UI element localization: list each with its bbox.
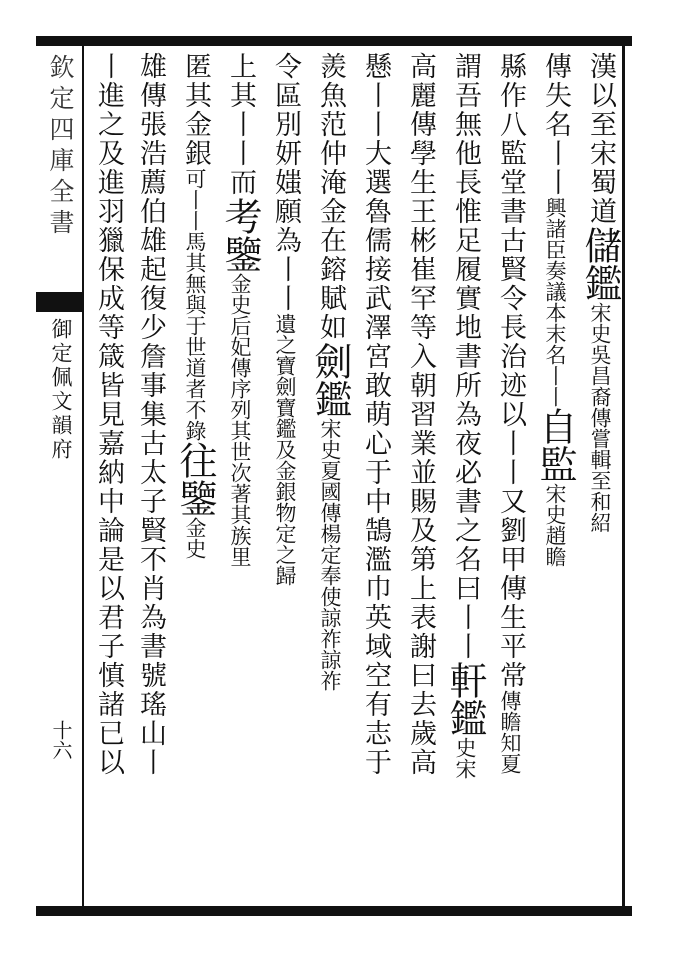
bottom-border-rule — [36, 906, 632, 916]
margin-page-number: 十六 — [49, 720, 73, 760]
text-column-2: 傳失名丨丨興諸臣奏議本末名丨丨自監宋史趙瞻 — [533, 52, 577, 567]
text-column-8: 令區別妍媸願為丨丨遺之寶劍寶鑑及金銀物定之歸 — [270, 52, 301, 586]
text-column-7: 羨魚范仲淹金在鎔賦如劍鑑宋史夏國傳楊定奉使諒祚諒祚 — [308, 52, 352, 691]
text-column-6: 懸丨丨大選魯儒接武澤宮敢萌心于中鵠濫巾英域空有志于 — [360, 52, 391, 777]
margin-book-title: 欽定四庫全書 — [46, 54, 75, 240]
margin-work-title: 御定佩文韻府 — [49, 318, 73, 462]
text-column-3: 縣作八監堂書古賢令長治迹以丨丨又劉甲傳生平常傳瞻知夏 — [495, 52, 526, 774]
text-column-9: 上其丨丨而考鑒金史后妃傳序列其世次著其族里 — [218, 52, 262, 567]
fish-tail-mark — [36, 292, 82, 312]
text-column-5: 高麗傳學生王彬崔罕等入朝習業並賜及第上表謝曰去歲高 — [405, 52, 436, 777]
text-column-11: 雄傳張浩薦伯雄起復少詹事集古太子賢不肖為書號瑤山丨 — [135, 52, 166, 777]
top-border-rule — [36, 36, 632, 46]
text-column-12: 丨進之及進羽獵保成等箴皆見嘉納中論是以君子慎諸已以 — [93, 52, 124, 777]
gutter-rule — [82, 46, 84, 906]
right-border-rule — [622, 36, 625, 916]
text-column-10: 匿其金銀可丨丨馬其無與于世道者不錄往鑒金史 — [173, 52, 217, 559]
text-column-4: 謂吾無他長惟足履實地書所為夜必書之名曰丨丨軒鑑史宋 — [443, 52, 487, 779]
text-column-1: 漢以至宋蜀道儲鑑宋史吳昌裔傳嘗輯至和紹 — [578, 52, 622, 533]
